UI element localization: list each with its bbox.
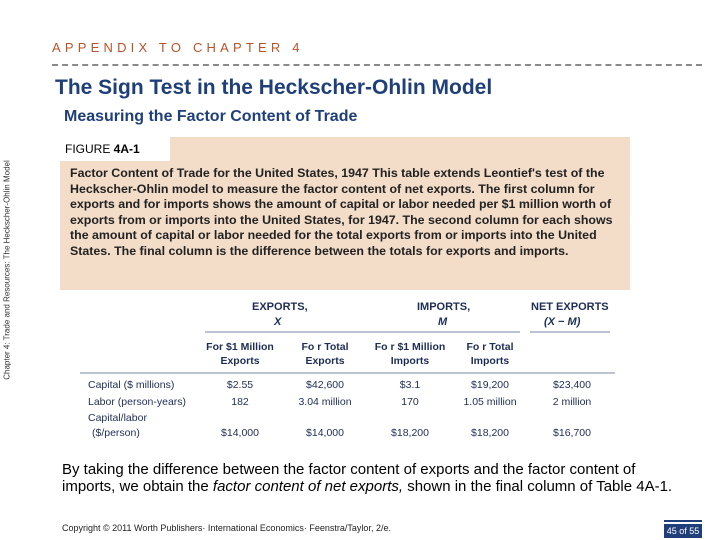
cell-kl-exports-total: $14,000 xyxy=(306,427,344,439)
cell-kl-net-exports: $16,700 xyxy=(553,427,591,439)
col-header-1-line-2: Exports xyxy=(220,355,260,367)
cell-kl-imports-total: $18,200 xyxy=(471,427,509,439)
col-header-4-line-2: Imports xyxy=(470,355,510,367)
cell-labor-imports-per-million: 170 xyxy=(401,396,419,408)
group-header-imports: IMPORTS, xyxy=(417,301,471,313)
cell-labor-exports-total: 3.04 million xyxy=(298,396,352,408)
group-header-net-exports: NET EXPORTS xyxy=(531,301,609,313)
row-label-labor: Labor (person-years) xyxy=(88,396,187,408)
figure-tag-prefix: FIGURE xyxy=(65,142,114,156)
group-sub-imports: M xyxy=(438,316,448,328)
figure-caption: Factor Content of Trade for the United States, 1947 This table extends Leontief's test of the Heckscher-Ohlin model to measure the factor content of net exports. The first column for exports and for imports shows the amount of capital or labor needed per $1 million worth of exports from or imports into the United States, for 1947. The second column for each shows the amount of capital or labor needed for the total exports from or imports into the United States. The final column is the difference between the totals for exports and imports. xyxy=(70,166,613,258)
cell-capital-exports-per-million: $2.55 xyxy=(226,379,254,391)
group-sub-net-exports: (X − M) xyxy=(544,316,581,328)
copyright-notice: Copyright © 2011 Worth Publishers· International Economics· Feenstra/Taylor, 2/e. xyxy=(62,523,391,533)
explanation-italic-term: factor content of net exports, xyxy=(212,478,404,495)
row-label-capital: Capital ($ millions) xyxy=(88,379,175,391)
chapter-side-label-text: Chapter 4: Trade and Resources: The Heckscher-Ohlin Model xyxy=(2,160,12,380)
cell-capital-imports-total: $19,200 xyxy=(471,379,509,391)
col-header-3-line-2: Imports xyxy=(390,355,430,367)
cell-kl-imports-per-million: $18,200 xyxy=(391,427,429,439)
cell-capital-imports-per-million: $3.1 xyxy=(399,379,421,391)
slide-subtitle: Measuring the Factor Content of Trade xyxy=(64,108,358,125)
figure-tag-number: 4A-1 xyxy=(113,142,140,156)
cell-labor-imports-total: 1.05 million xyxy=(463,396,517,408)
page-number-rule xyxy=(664,520,702,522)
slide-title: The Sign Test in the Heckscher-Ohlin Model xyxy=(55,76,493,99)
group-header-exports: EXPORTS, xyxy=(252,301,308,313)
explanation-part-2: shown in the final column of Table 4A-1. xyxy=(403,478,673,495)
explanation-text xyxy=(62,461,682,495)
col-header-4-line-1: Fo r Total xyxy=(466,341,514,353)
cell-labor-exports-per-million: 182 xyxy=(231,396,249,408)
cell-kl-exports-per-million: $14,000 xyxy=(221,427,259,439)
col-header-3-line-1: Fo r $1 Million xyxy=(374,341,446,353)
col-header-1-line-1: For $1 Million xyxy=(206,341,274,353)
cell-capital-net-exports: $23,400 xyxy=(553,379,591,391)
col-header-2-line-1: Fo r Total xyxy=(301,341,349,353)
chapter-side-label xyxy=(0,0,14,540)
factor-content-table xyxy=(60,290,630,439)
appendix-heading: APPENDIX TO CHAPTER 4 xyxy=(52,40,304,55)
explanation-part-1: By taking the difference between the factor content of exports and the factor content of imports, we obtain the xyxy=(62,461,636,495)
page-number: 45 of 55 xyxy=(664,524,702,538)
group-sub-exports: X xyxy=(274,316,282,328)
cell-labor-net-exports: 2 million xyxy=(552,396,592,408)
figure-tag xyxy=(60,137,170,161)
dashed-divider xyxy=(52,64,702,66)
row-label-capital-labor-unit: ($/person) xyxy=(92,427,140,439)
factor-table-graphic xyxy=(60,290,630,439)
col-header-2-line-2: Exports xyxy=(305,355,345,367)
row-label-capital-labor: Capital/labor xyxy=(88,412,147,424)
cell-capital-exports-total: $42,600 xyxy=(306,379,344,391)
